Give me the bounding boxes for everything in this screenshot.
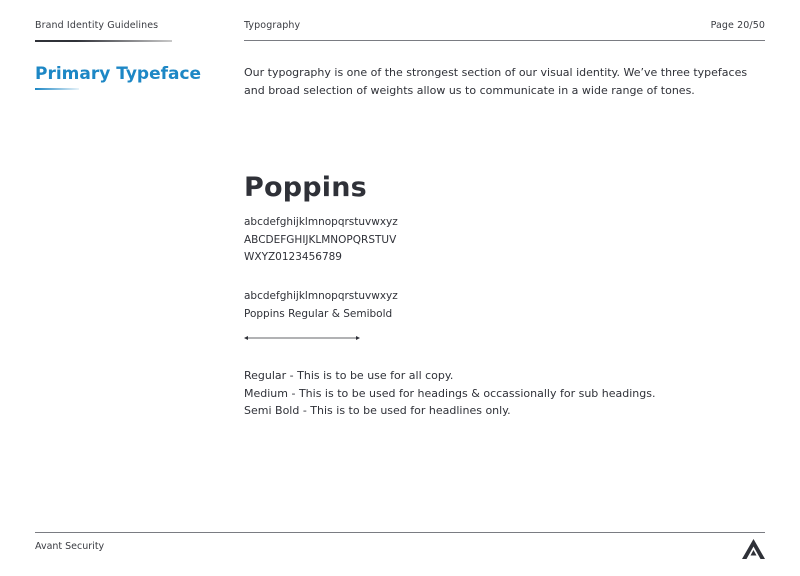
glyph-uppercase-digits: WXYZ0123456789 [244, 251, 342, 263]
glyph-specimen [244, 214, 398, 267]
brand-rule [35, 40, 172, 42]
typeface-name: Poppins [244, 172, 367, 203]
footer-divider [35, 532, 765, 533]
intro-paragraph: Our typography is one of the strongest section of our visual identity. We’ve three typefaces and broad selection of weights allow us to communicate in a wide range of tones. [244, 66, 748, 97]
avant-logo-icon [742, 539, 765, 559]
usage-medium: Medium - This is to be used for headings & occassionally for sub headings. [244, 386, 656, 400]
title-underline [35, 88, 79, 90]
page-number: Page 20/50 [710, 20, 765, 31]
company-name: Avant Security [35, 541, 105, 552]
weight-specimen-caption: Poppins Regular & Semibold [244, 307, 393, 320]
weight-specimen [244, 288, 398, 323]
section-label: Typography [244, 20, 301, 31]
brand-guidelines-label: Brand Identity Guidelines [35, 20, 159, 31]
header-divider [244, 40, 765, 41]
double-arrow-icon [244, 334, 360, 342]
glyph-uppercase: ABCDEFGHIJKLMNOPQRSTUV [244, 233, 397, 246]
weight-usage-list [244, 367, 656, 420]
weight-specimen-lowercase: abcdefghijklmnopqrstuvwxyz [244, 290, 398, 302]
usage-semibold: Semi Bold - This is to be used for headlines only. [244, 404, 511, 417]
page-title: Primary Typeface [35, 64, 202, 84]
usage-regular: Regular - This is to be use for all copy. [244, 369, 454, 382]
glyph-lowercase: abcdefghijklmnopqrstuvwxyz [244, 216, 398, 228]
